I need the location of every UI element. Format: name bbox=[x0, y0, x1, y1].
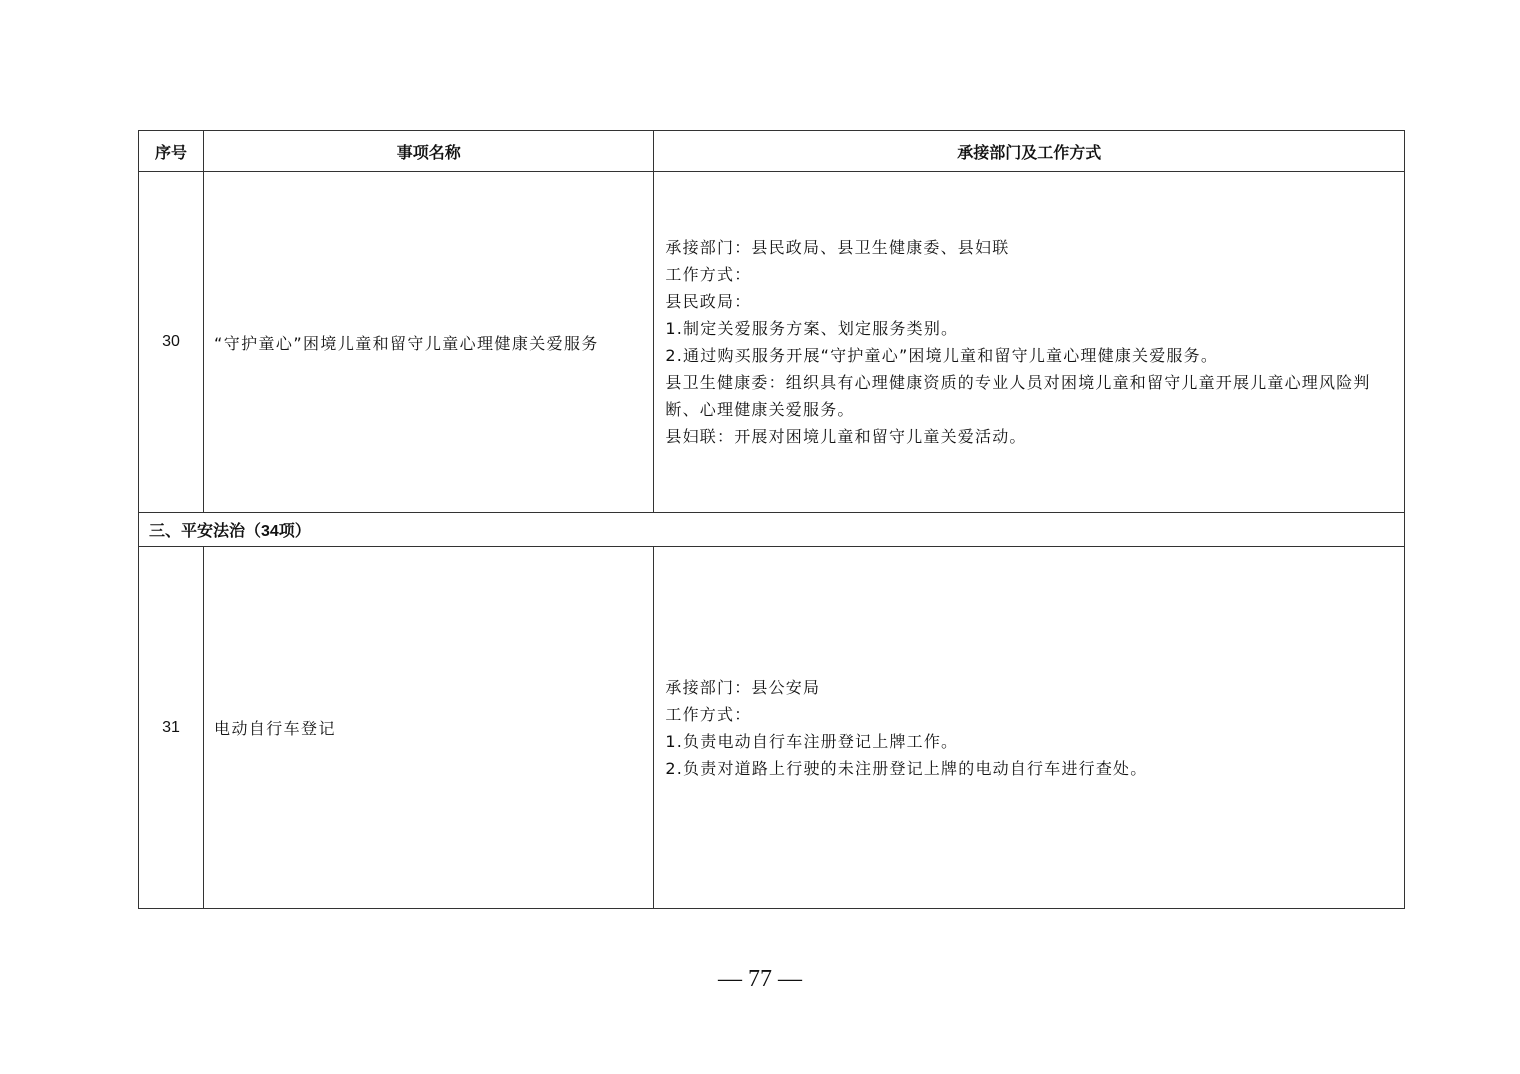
dept-line: 1.制定关爱服务方案、划定服务类别。 bbox=[665, 319, 959, 338]
dept-line: 1.负责电动自行车注册登记上牌工作。 bbox=[665, 731, 959, 751]
section-heading: 三、平安法治（34项） bbox=[139, 513, 1405, 547]
header-name: 事项名称 bbox=[204, 131, 654, 172]
dept-line: 县卫生健康委：组织具有心理健康资质的专业人员对困境儿童和留守儿童开展儿童心理风险判断、心理健康关爱服务。 bbox=[665, 373, 1371, 419]
dept-line: 承接部门：县公安局 bbox=[665, 677, 821, 697]
matter-name: 电动自行车登记 bbox=[204, 547, 654, 909]
table-header-row bbox=[139, 131, 1405, 172]
dept-line: 县民政局： bbox=[665, 292, 752, 311]
page-number: — 77 — bbox=[718, 966, 802, 992]
dept-line: 工作方式： bbox=[665, 265, 752, 284]
matters-table bbox=[138, 130, 1405, 909]
header-dept: 承接部门及工作方式 bbox=[654, 131, 1405, 172]
section-heading-row bbox=[139, 513, 1405, 547]
matter-name: “守护童心”困境儿童和留守儿童心理健康关爱服务 bbox=[204, 172, 654, 513]
dept-line: 工作方式： bbox=[665, 704, 752, 724]
dept-method bbox=[654, 172, 1405, 513]
header-num: 序号 bbox=[139, 131, 204, 172]
dept-line: 2.通过购买服务开展“守护童心”困境儿童和留守儿童心理健康关爱服务。 bbox=[665, 346, 1219, 365]
row-number: 30 bbox=[139, 172, 204, 513]
dept-line: 2.负责对道路上行驶的未注册登记上牌的电动自行车进行查处。 bbox=[665, 758, 1148, 778]
row-number: 31 bbox=[139, 547, 204, 909]
table-row bbox=[139, 172, 1405, 513]
dept-line: 县妇联：开展对困境儿童和留守儿童关爱活动。 bbox=[665, 427, 1027, 446]
table-row bbox=[139, 547, 1405, 909]
dept-method bbox=[654, 547, 1405, 909]
dept-line: 承接部门：县民政局、县卫生健康委、县妇联 bbox=[665, 238, 1010, 257]
